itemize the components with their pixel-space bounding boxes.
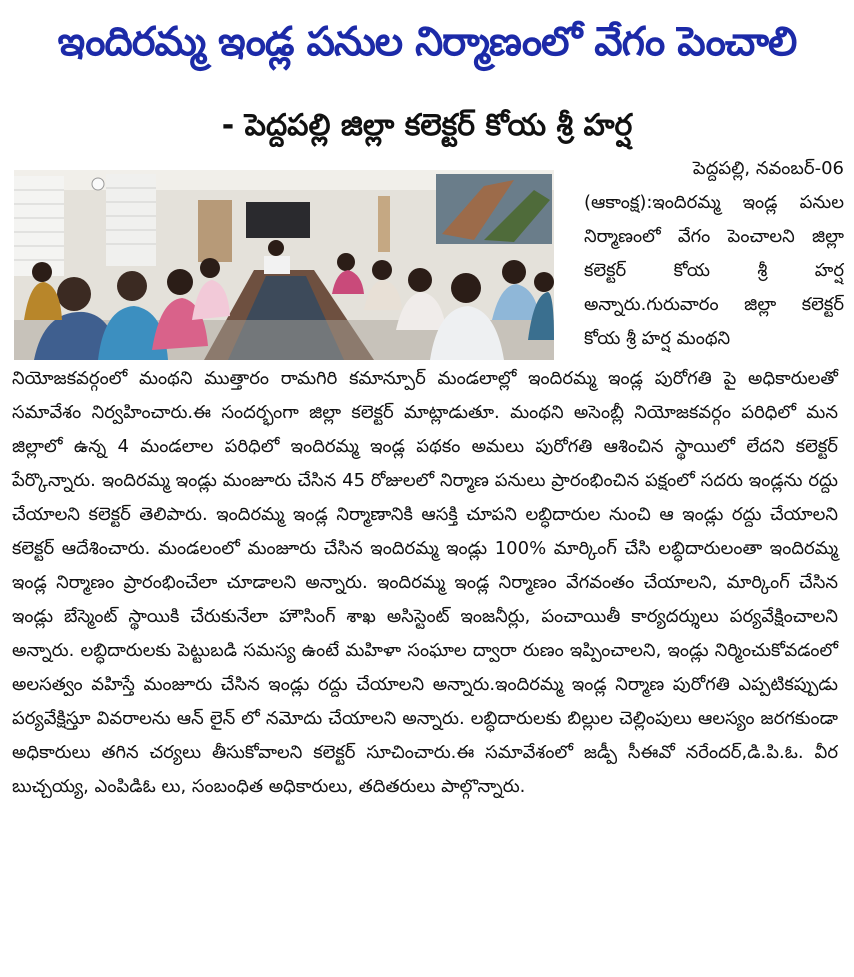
lead-paragraph: (ఆకాంక్ష):ఇందిరమ్మ ఇండ్ల పనుల నిర్మాణంలో వేగం పెంచాలని జిల్లా కలెక్టర్ కోయ శ్రీ హర్ష అన్నారు.గురువారం జిల్లా కలెక్టర్ కోయ శ్రీ హర్ష మంథని <box>584 192 844 349</box>
body-paragraph: నియోజకవర్గంలో మంథని ముత్తారం రామగిరి కమాన్పూర్ మండలాల్లో ఇందిరమ్మ ఇండ్ల పురోగతి పై అధికారులతో సమావేశం నిర్వహించారు.ఈ సందర్భంగా జిల్లా కలెక్టర్ మాట్లాడుతూ. మంథని అసెంబ్లీ నియోజకవర్గం పరిధిలో మన జిల్లాలో ఉన్న 4 మండలాల పరిధిలో ఇందిరమ్మ ఇండ్ల పథకం అమలు పురోగతి ఆశించిన స్థాయిలో లేదని కలెక్టర్ పేర్కొన్నారు. ఇందిరమ్మ ఇండ్లు మంజూరు చేసిన 45 రోజులలో నిర్మాణ పనులు ప్రారంభించిన పక్షంలో సదరు ఇండ్లను రద్దు చేయాలని కలెక్టర్ తెలిపారు. ఇందిరమ్మ ఇండ్ల నిర్మాణానికి ఆసక్తి చూపని లబ్ధిదారుల నుంచి ఆ ఇండ్లు రద్దు చేయాలని కలెక్టర్ ఆదేశించారు. మండలంలో మంజూరు చేసిన ఇందిరమ్మ ఇండ్లు 100% మార్కింగ్ చేసి లబ్ధిదారులంతా ఇందిరమ్మ ఇండ్ల నిర్మాణం ప్రారంభించేలా చూడాలని అన్నారు. ఇందిరమ్మ ఇండ్ల నిర్మాణం వేగవంతం చేయాలని, మార్కింగ్ చేసిన ఇండ్లు బేస్మెంట్ స్థాయికి చేరుకునేలా హౌసింగ్ శాఖ అసిస్టెంట్ ఇంజనీర్లు, పంచాయితీ కార్యదర్శులు పర్యవేక్షించాలని అన్నారు. లబ్ధిదారులకు పెట్టుబడి సమస్య ఉంటే మహిళా సంఘాల ద్వారా రుణం ఇప్పించాలని, ఇండ్లు నిర్మించుకోవడంలో అలసత్వం వహిస్తే మంజూరు చేసిన ఇండ్లు రద్దు చేయాలని అన్నారు.ఇందిరమ్మ ఇండ్ల నిర్మాణ పురోగతి ఎప్పటికప్పుడు పర్యవేక్షిస్తూ వివరాలను ఆన్ లైన్ లో నమోదు చేయాలని అన్నారు. లబ్ధిదారులకు బిల్లుల చెల్లింపులు ఆలస్యం జరగకుండా అధికారులు తగిన చర్యలు తీసుకోవాలని కలెక్టర్ సూచించారు.ఈ సమావేశంలో జడ్పీ సీఈవో నరేందర్,డి.పి.ఓ. వీర బుచ్చయ్య, ఎంపిడిఓ లు, సంబంధిత అధికారులు, తదితరులు పాల్గొన్నారు. <box>12 368 838 797</box>
article-body <box>12 362 838 804</box>
dateline: పెద్దపల్లి, నవంబర్-06 <box>692 158 844 179</box>
subheadline: - పెద్దపల్లి జిల్లా కలెక్టర్ కోయ శ్రీ హర్ష <box>221 108 633 143</box>
meeting-photo-illustration <box>14 170 554 360</box>
lead-column <box>584 152 844 356</box>
headline: ఇందిరమ్మ ఇండ్ల పనుల నిర్మాణంలో వేగం పెంచాలి <box>57 19 797 65</box>
meeting-photo <box>14 170 554 360</box>
